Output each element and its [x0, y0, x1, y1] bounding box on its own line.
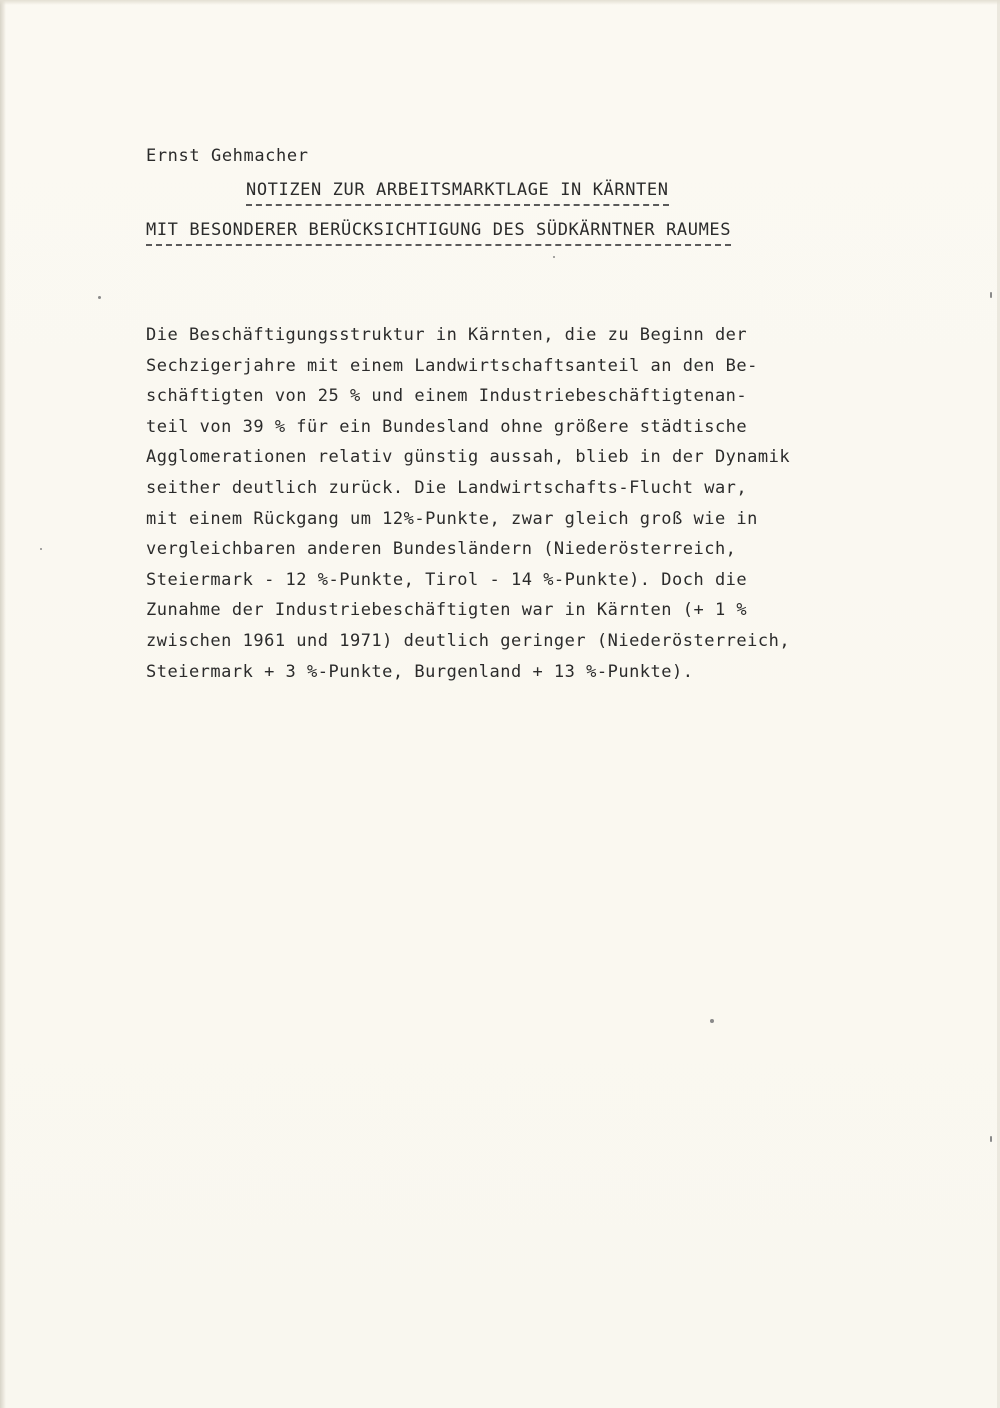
document-title-line-1: NOTIZEN ZUR ARBEITSMARKTLAGE IN KÄRNTEN [246, 180, 669, 206]
paragraph-line: Agglomerationen relativ günstig aussah, blieb in der Dynamik [146, 447, 791, 468]
paragraph-line: mit einem Rückgang um 12%-Punkte, zwar gleich groß wie in [146, 508, 758, 529]
paragraph-line: Steiermark - 12 %-Punkte, Tirol - 14 %-Punkte). Doch die [146, 569, 748, 590]
paragraph-line: Steiermark + 3 %-Punkte, Burgenland + 13 %-Punkte). [146, 661, 694, 682]
scan-left-edge [0, 0, 6, 1408]
paragraph-line: teil von 39 % für ein Bundesland ohne größere städtische [146, 416, 748, 437]
paragraph-line: Die Beschäftigungsstruktur in Kärnten, die zu Beginn der [146, 325, 748, 345]
body-paragraph [146, 320, 906, 687]
scan-speck [990, 292, 992, 298]
author-name: Ernst Gehmacher [146, 146, 309, 166]
paragraph-line: zwischen 1961 und 1971) deutlich geringer (Niederösterreich, [146, 630, 791, 651]
scan-speck [40, 548, 42, 550]
paragraph-line: vergleichbaren anderen Bundesländern (Niederösterreich, [146, 539, 737, 560]
scan-speck [553, 256, 555, 258]
scan-top-edge [0, 0, 1000, 5]
scan-speck [990, 1136, 992, 1142]
paragraph-line: seither deutlich zurück. Die Landwirtschafts-Flucht war, [146, 477, 748, 498]
paragraph-line: Zunahme der Industriebeschäftigten war in Kärnten (+ 1 % [146, 600, 748, 621]
document-title-line-2: MIT BESONDERER BERÜCKSICHTIGUNG DES SÜDKÄRNTNER RAUMES [146, 220, 731, 246]
scan-speck [98, 296, 101, 299]
paragraph-line: Sechzigerjahre mit einem Landwirtschaftsanteil an den Be- [146, 355, 758, 376]
paragraph-line: schäftigten von 25 % und einem Industriebeschäftigtenan- [146, 386, 748, 407]
scan-speck [710, 1019, 714, 1023]
